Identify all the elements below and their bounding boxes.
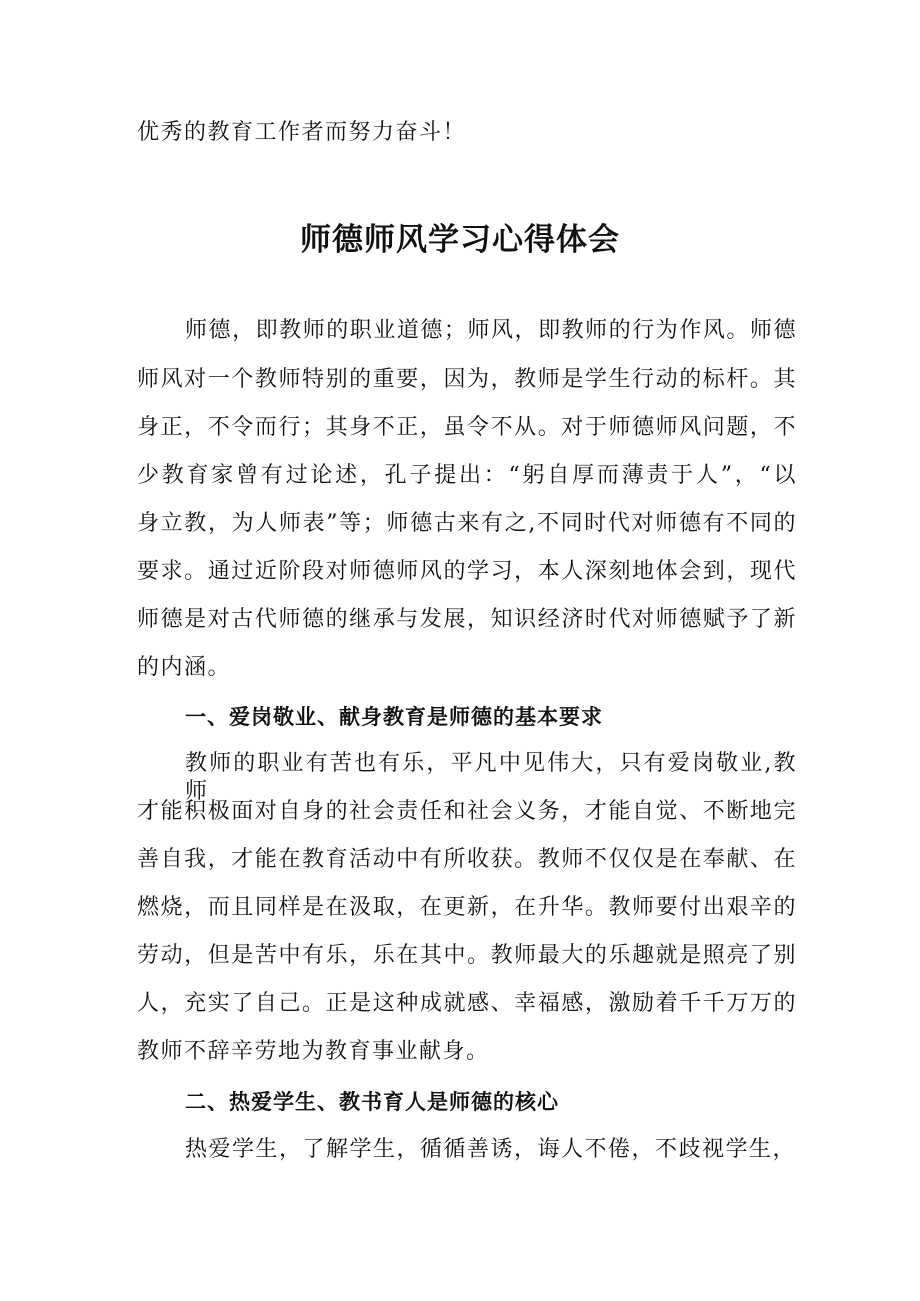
paragraph-line: 燃烧，而且同样是在汲取，在更新，在升华。教师要付出艰辛的 (137, 895, 797, 920)
paragraph-line: 人，充实了自己。正是这种成就感、幸福感，激励着千千万万的 (137, 991, 797, 1016)
paragraph-line: 劳动，但是苦中有乐，乐在其中。教师最大的乐趣就是照亮了别 (137, 943, 797, 968)
page-title: 师德师风学习心得体会 (300, 222, 620, 258)
paragraph-line: 师德是对古代师德的继承与发展，知识经济时代对师德赋予了新 (137, 607, 797, 632)
paragraph-line: 身正，不令而行；其身不正，虽令不从。对于师德师风问题，不 (137, 415, 797, 440)
paragraph-line: 教师的职业有苦也有乐，平凡中见伟大，只有爱岗敬业,教师 (185, 751, 797, 804)
carryover-line: 优秀的教育工作者而努力奋斗！ (137, 120, 467, 145)
paragraph-line: 少教育家曾有过论述，孔子提出：“躬自厚而薄责于人”，“以 (137, 463, 797, 488)
paragraph-line: 教师不辞辛劳地为教育事业献身。 (137, 1039, 490, 1064)
paragraph-line: 师德，即教师的职业道德；师风，即教师的行为作风。师德 (185, 318, 797, 343)
paragraph-line: 师风对一个教师特别的重要，因为，教师是学生行动的标杆。其 (137, 367, 797, 392)
paragraph-line: 身立教，为人师表”等；师德古来有之,不同时代对师德有不同的 (137, 511, 797, 536)
section-heading-1: 一、爱岗敬业、献身教育是师德的基本要求 (185, 705, 603, 729)
paragraph-line: 热爱学生，了解学生，循循善诱，诲人不倦，不歧视学生， (185, 1137, 797, 1162)
paragraph-line: 才能积极面对自身的社会责任和社会义务，才能自觉、不断地完 (137, 799, 797, 824)
section-heading-2: 二、热爱学生、教书育人是师德的核心 (185, 1090, 559, 1114)
paragraph-line: 善自我，才能在教育活动中有所收获。教师不仅仅是在奉献、在 (137, 847, 797, 872)
paragraph-line: 的内涵。 (137, 655, 232, 680)
paragraph-line: 要求。通过近阶段对师德师风的学习，本人深刻地体会到，现代 (137, 559, 797, 584)
